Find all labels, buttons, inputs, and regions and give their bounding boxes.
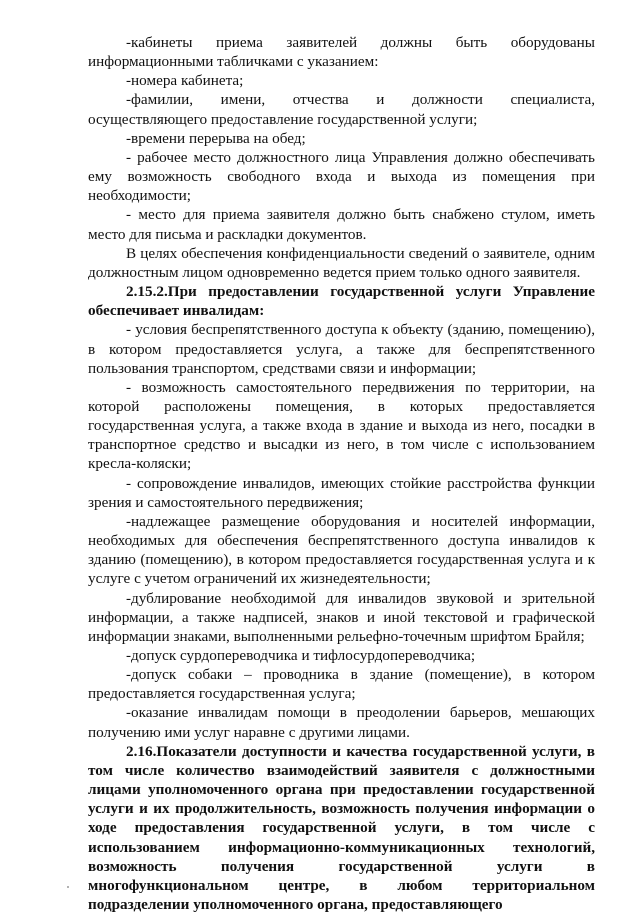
paragraph: -фамилии, имени, отчества и должности специалиста, осуществляющего предоставление государственной услуги; (88, 91, 595, 128)
paragraph: -оказание инвалидам помощи в преодолении барьеров, мешающих получению ими услуг наравне с другими лицами. (88, 704, 595, 741)
paragraph: - рабочее место должностного лица Управления должно обеспечивать ему возможность свободного входа и выхода из помещения при необходимости; (88, 148, 595, 205)
paragraph: -номера кабинета; (126, 72, 244, 90)
section-heading-2-15-2: 2.15.2.При предоставлении государственной услуги Управление обеспечивает инвалидам: (88, 283, 595, 320)
section-heading-2-16: 2.16.Показатели доступности и качества государственной услуги, в том числе количество взаимодействий заявителя с должностными лицами уполномоченного органа при предоставлении государственной услуги и их продолжительность, возможность получения информации о ходе предоставления государственной услуги, в том числе с использованием информационно-коммуникационных технологий, возможность получения государственной услуги в многофункциональном центре, в любом территориальном подразделении уполномоченного органа, предоставляющего (88, 742, 595, 914)
paragraph: -допуск собаки – проводника в здание (помещение), в котором предоставляется государственная услуга; (88, 666, 595, 703)
paragraph: - возможность самостоятельного передвижения по территории, на которой расположены помещения, в которых предоставляется государственная услуга, а также входа в здание и выхода из него, посадки в транспортное средство и высадки из него, в том числе с использованием кресла-коляски; (88, 378, 595, 473)
paragraph: -кабинеты приема заявителей должны быть оборудованы информационными табличками с указанием: (88, 34, 595, 71)
paragraph: - условия беспрепятственного доступа к объекту (зданию, помещению), в котором предоставляется услуга, а также для беспрепятственного пользования транспортом, средствами связи и информации; (88, 321, 595, 377)
paragraph: -допуск сурдопереводчика и тифлосурдопереводчика; (126, 647, 476, 664)
paragraph: -времени перерыва на обед; (126, 129, 306, 147)
paragraph: - место для приема заявителя должно быть снабжено стулом, иметь место для письма и раскладки документов. (88, 206, 595, 243)
paragraph: -дублирование необходимой для инвалидов звуковой и зрительной информации, а также надписей, знаков и иной текстовой и графической информации знаками, выполненными рельефно-точечным шрифтом Брайля; (88, 589, 595, 645)
paragraph: -надлежащее размещение оборудования и носителей информации, необходимых для обеспечения беспрепятственного доступа инвалидов к зданию (помещению), в котором предоставляется государственная услуга и к услуге с учетом ограничений их жизнедеятельности; (88, 512, 595, 588)
scan-speck (67, 886, 69, 888)
document-body (88, 33, 595, 914)
paragraph: - сопровождение инвалидов, имеющих стойкие расстройства функции зрения и самостоятельного передвижения; (88, 474, 595, 511)
paragraph: В целях обеспечения конфиденциальности сведений о заявителе, одним должностным лицом одновременно ведется прием только одного заявителя. (88, 244, 595, 281)
